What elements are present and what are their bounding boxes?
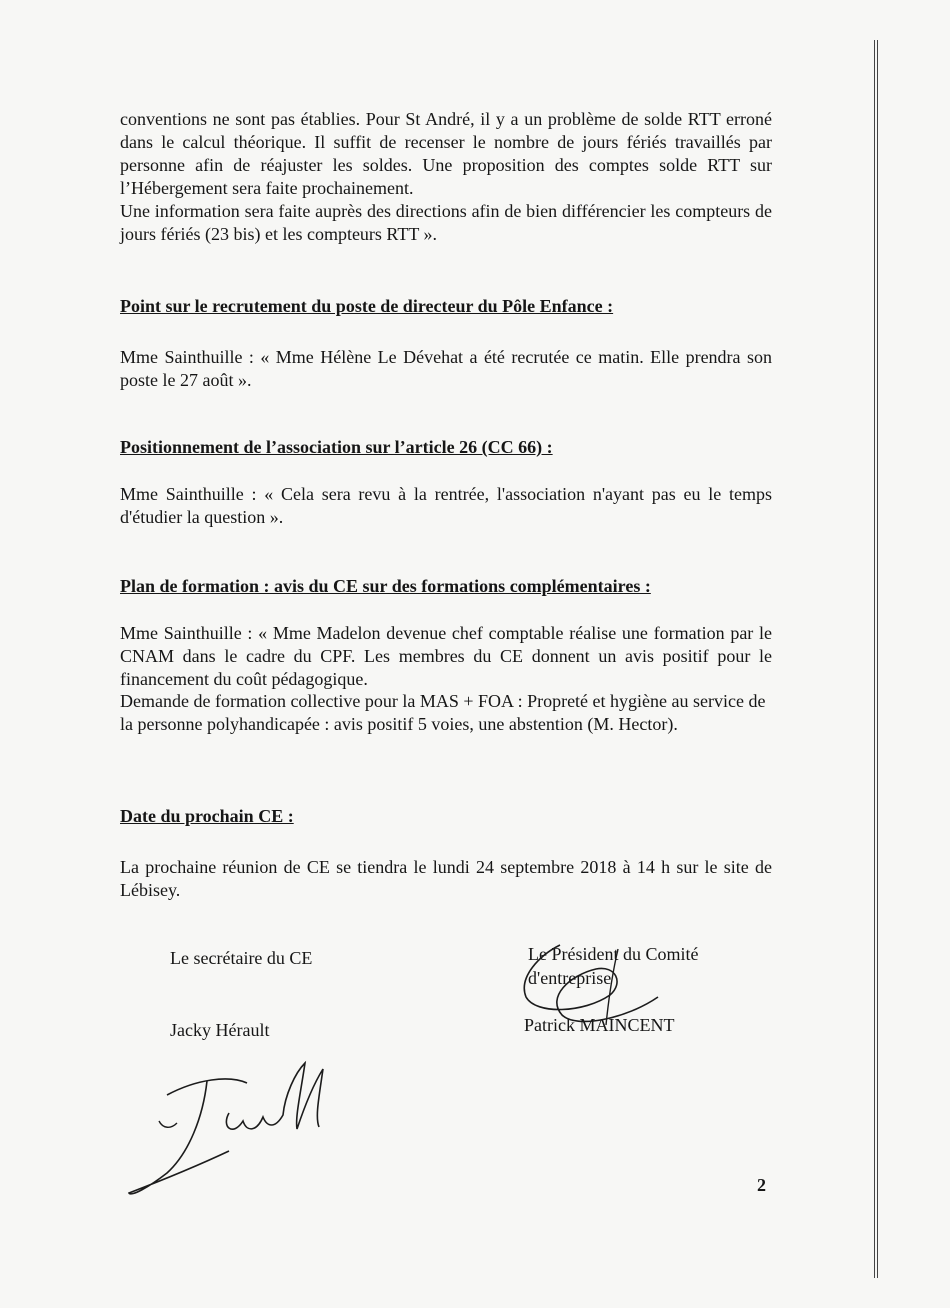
president-title: d'entreprise <box>528 968 612 988</box>
secretary-title: Le secrétaire du CE <box>170 948 313 968</box>
section-heading: Plan de formation : avis du CE sur des formations complémentaires : <box>120 576 651 596</box>
page-number: 2 <box>757 1175 766 1195</box>
president-name: Patrick MAINCENT <box>524 1015 675 1035</box>
section-heading: Date du prochain CE : <box>120 806 294 826</box>
section-text: Mme Sainthuille : « Mme Madelon devenue chef comptable réalise une formation par le CNAM dans le cadre du CPF. Les membres du CE donnent un avis positif pour le financement du coût pédagogique. <box>120 623 772 689</box>
secretary-signature <box>125 1055 340 1200</box>
president-signature <box>500 935 700 1035</box>
intro-paragraph: conventions ne sont pas établies. Pour St André, il y a un problème de solde RTT erroné dans le calcul théorique. Il suffit de recenser le nombre de jours fériés travaillés par personne afin de réajuster les soldes. Une proposition des comptes solde RTT sur l’Hébergement sera faite prochainement. <box>120 109 772 198</box>
section-heading: Point sur le recrutement du poste de directeur du Pôle Enfance : <box>120 296 614 316</box>
section-text: Demande de formation collective pour la MAS + FOA : Propreté et hygiène au service de la personne polyhandicapée : avis positif 5 voies, une abstention (M. Hector). <box>120 691 766 734</box>
section-heading: Positionnement de l’association sur l’article 26 (CC 66) : <box>120 437 553 457</box>
section-text: La prochaine réunion de CE se tiendra le lundi 24 septembre 2018 à 14 h sur le site de Lébisey. <box>120 857 772 900</box>
fold-line <box>874 40 875 1278</box>
secretary-name: Jacky Hérault <box>170 1020 270 1040</box>
president-title: Le Président du Comité <box>528 944 699 964</box>
intro-paragraph: Une information sera faite auprès des directions afin de bien différencier les compteurs de jours fériés (23 bis) et les compteurs RTT ». <box>120 201 772 244</box>
fold-line <box>877 40 878 1278</box>
section-text: Mme Sainthuille : « Mme Hélène Le Dévehat a été recrutée ce matin. Elle prendra son poste le 27 août ». <box>120 347 772 390</box>
section-text: Mme Sainthuille : « Cela sera revu à la rentrée, l'association n'ayant pas eu le temps d'étudier la question ». <box>120 484 772 527</box>
